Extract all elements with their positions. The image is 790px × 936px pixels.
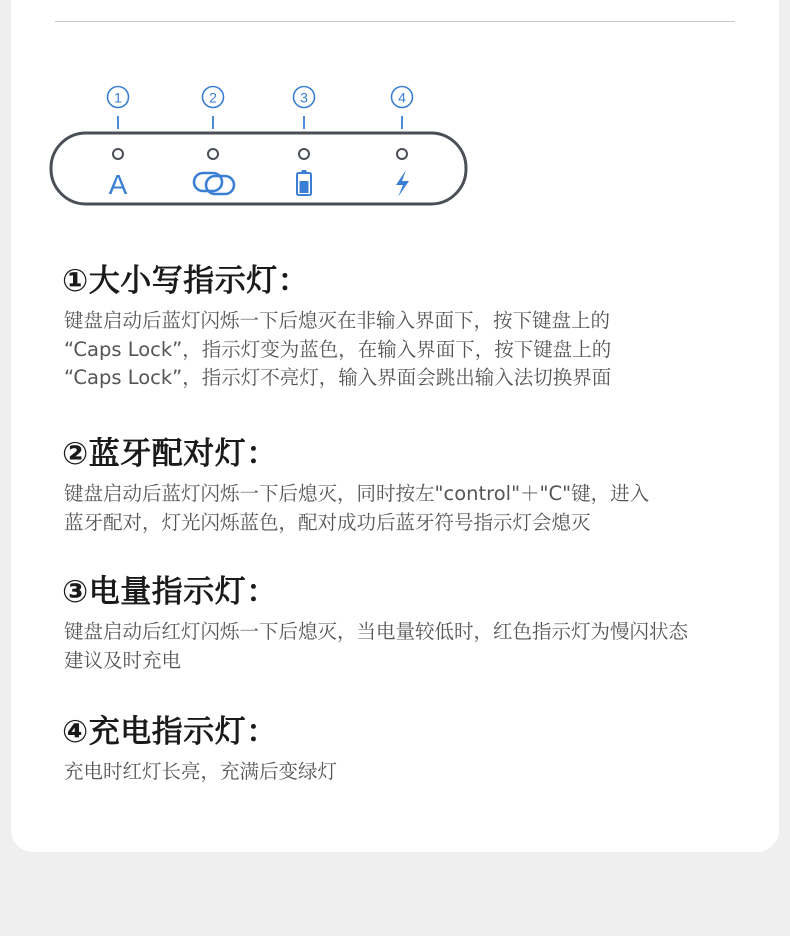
divider-line [55,21,735,22]
marker-2 [203,87,224,130]
body-line: “Caps Lock”，指示灯不亮灯，输入界面会跳出输入法切换界面 [64,366,612,389]
marker-2-label: 2 [209,89,217,106]
section-body-bluetooth [64,480,744,537]
section-body-charging [64,758,744,787]
marker-1-label: 1 [114,89,122,106]
section-title-charging: ④充电指示灯： [62,714,278,750]
section-title-battery: ③电量指示灯： [62,574,278,610]
letter-a-icon: A [108,169,128,200]
marker-1 [108,87,129,130]
marker-3 [294,87,315,130]
body-line: 键盘启动后蓝灯闪烁一下后熄灭在非输入界面下，按下键盘上的 [64,309,611,332]
marker-4 [392,87,413,130]
section-title-bluetooth: ②蓝牙配对灯： [62,436,278,472]
body-line: “Caps Lock”，指示灯变为蓝色，在输入界面下，按下键盘上的 [64,337,612,361]
marker-4-label: 4 [398,89,406,106]
body-line: 蓝牙配对，灯光闪烁蓝色，配对成功后蓝牙符号指示灯会熄灭 [64,510,591,534]
section-body-battery [64,618,744,675]
body-line: 充电时红灯长亮，充满后变绿灯 [64,760,338,783]
body-line: 建议及时充电 [64,648,182,672]
indicator-panel-illustration [48,82,470,210]
body-line: 键盘启动后红灯闪烁一下后熄灭，当电量较低时，红色指示灯为慢闪状态 [64,620,689,643]
section-body-caps-lock [64,307,744,393]
marker-3-label: 3 [300,89,308,106]
section-title-caps-lock: ①大小写指示灯： [62,263,310,299]
body-line: 键盘启动后蓝灯闪烁一下后熄灭，同时按左"control"＋"C"键，进入 [64,482,650,505]
